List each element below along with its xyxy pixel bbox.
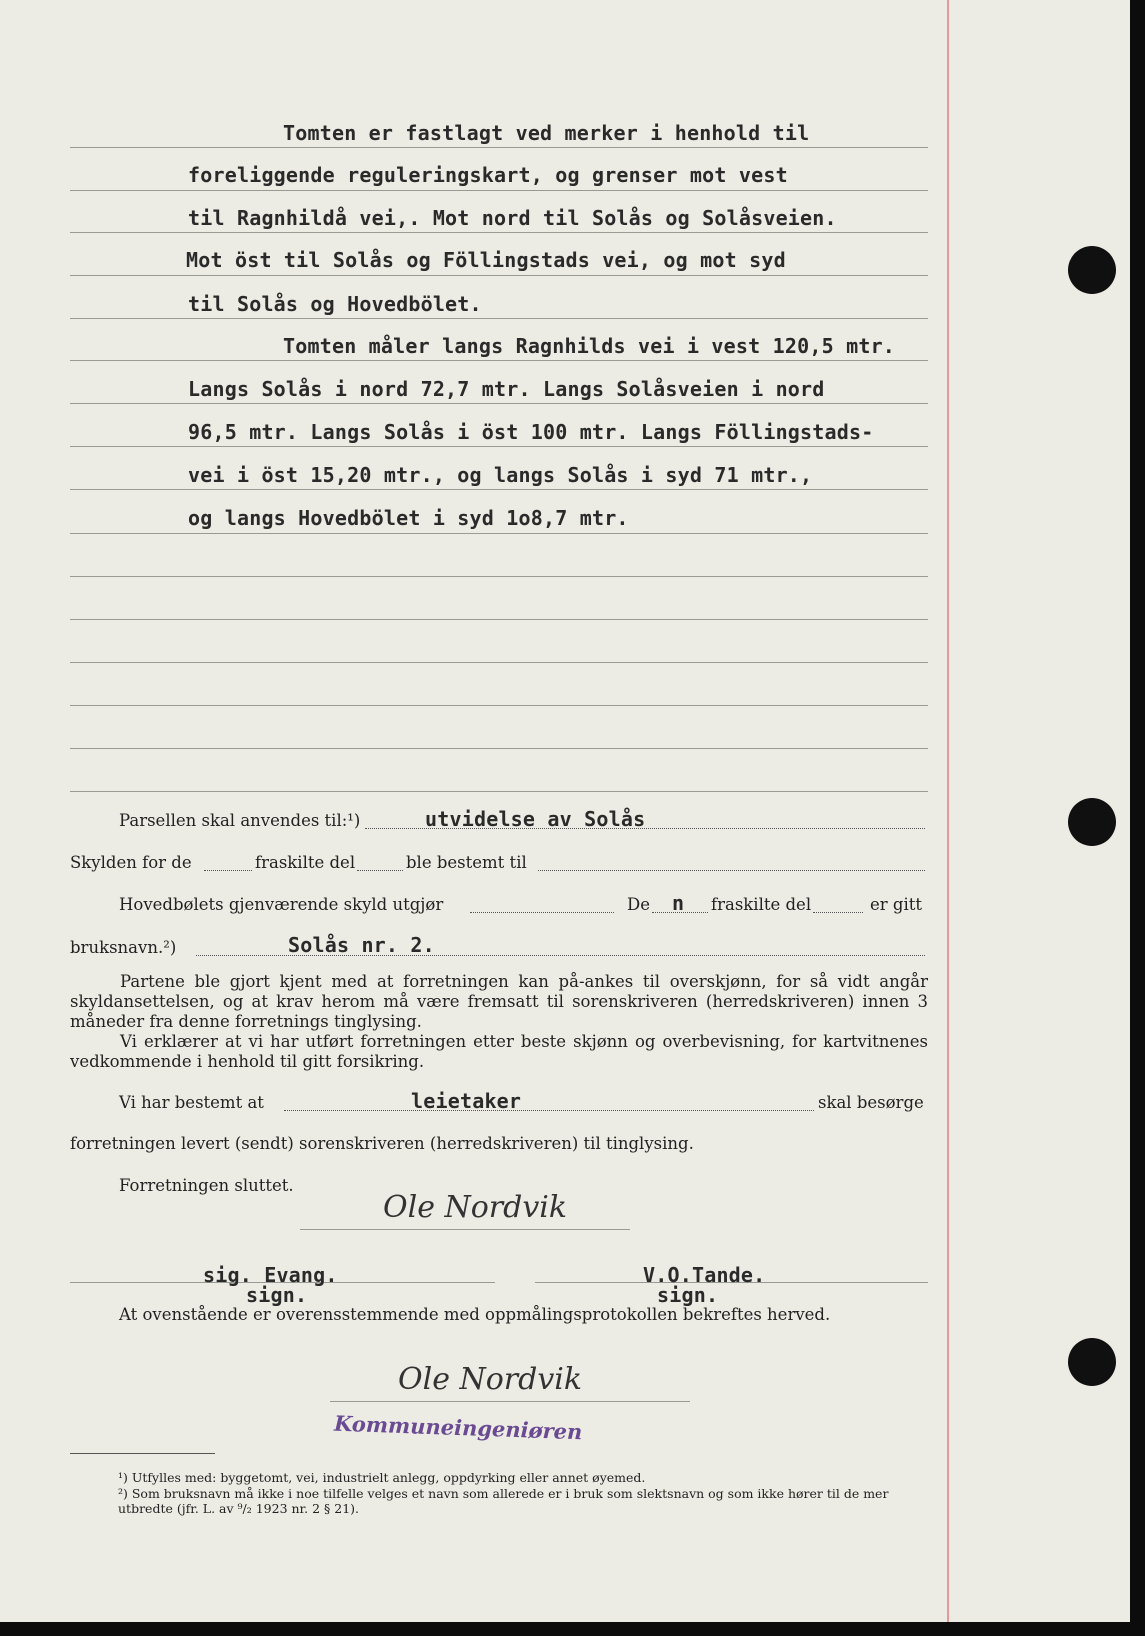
ruled-line [70, 662, 928, 663]
margin-line [947, 0, 949, 1622]
right-sign-mark: sign. [657, 1283, 719, 1307]
dotted-line [204, 870, 252, 871]
footnote-2: ²) Som bruksnavn må ikke i noe tilfelle velges et navn som allerede er i bruk som slektsnavn og som ikke hører til de mer utbredte (jfr. L. av ⁹/₂ 1923 nr. 2 § 21). [118, 1486, 889, 1516]
signature-line [330, 1401, 690, 1402]
dotted-line [470, 912, 614, 913]
ruled-line [70, 147, 928, 148]
typed-line: og langs Hovedbölet i syd 1o8,7 mtr. [188, 506, 629, 530]
ruled-line [70, 190, 928, 191]
parsellen-value: utvidelse av Solås [425, 807, 646, 831]
ruled-line [70, 360, 928, 361]
ruled-line [70, 318, 928, 319]
signature-line [300, 1229, 630, 1230]
parsellen-label: Parsellen skal anvendes til:¹) [119, 811, 361, 830]
punch-hole [1068, 246, 1116, 294]
ruled-line [70, 446, 928, 447]
typed-line: Langs Solås i nord 72,7 mtr. Langs Solåsveien i nord [188, 377, 825, 401]
dotted-line [813, 912, 863, 913]
hoved-text: er gitt [870, 895, 922, 914]
typed-line: 96,5 mtr. Langs Solås i öst 100 mtr. Langs Föllingstads- [188, 420, 874, 444]
hoved-value: n [672, 891, 685, 915]
ruled-line [70, 748, 928, 749]
bestemt-line2: forretningen levert (sendt) sorenskriveren (herredskriveren) til tinglysing. [70, 1134, 694, 1153]
typed-line: til Ragnhildå vei,. Mot nord til Solås og Solåsveien. [188, 206, 837, 230]
punch-hole [1068, 798, 1116, 846]
bestemt-value: leietaker [411, 1089, 522, 1113]
skylden-text: Skylden for de [70, 853, 192, 872]
paragraph-appeal: Partene ble gjort kjent med at forretningen kan på-ankes til overskjønn, for så vidt angår skyldansettelsen, og at krav herom må være fremsatt til sorenskriveren (herredskriveren) innen 3 måneder fra denne forretnings tinglysing. [70, 972, 928, 1031]
typed-line: til Solås og Hovedbölet. [188, 292, 482, 316]
typed-line: Tomten er fastlagt ved merker i henhold til [283, 121, 810, 145]
handwritten-signature: Ole Nordvik [398, 1362, 583, 1397]
left-sign-mark: sign. [246, 1283, 308, 1307]
hoved-text: Hovedbølets gjenværende skyld utgjør [119, 895, 444, 914]
ruled-line [70, 489, 928, 490]
bruksnavn-value: Solås nr. 2. [288, 933, 435, 957]
confirmation-text: At ovenstående er overensstemmende med oppmålingsprotokollen bekreftes herved. [119, 1305, 831, 1324]
ruled-line [70, 232, 928, 233]
footnote-divider [70, 1453, 215, 1454]
dotted-line [538, 870, 925, 871]
ruled-line [70, 791, 928, 792]
bestemt-suffix: skal besørge [818, 1093, 924, 1112]
hoved-text: fraskilte del [711, 895, 812, 914]
ruled-line [70, 576, 928, 577]
typed-line: Mot öst til Solås og Föllingstads vei, og mot syd [186, 248, 786, 272]
typed-line: vei i öst 15,20 mtr., og langs Solås i syd 71 mtr., [188, 463, 813, 487]
skylden-text: ble bestemt til [406, 853, 527, 872]
bruksnavn-label: bruksnavn.²) [70, 938, 177, 957]
ruled-line [70, 619, 928, 620]
bestemt-label: Vi har bestemt at [119, 1093, 264, 1112]
closing-text: Forretningen sluttet. [119, 1176, 294, 1195]
official-stamp: Kommuneingeniøren [333, 1410, 583, 1445]
right-typed-signature: V.O.Tande. [643, 1263, 766, 1287]
hoved-text: De [627, 895, 650, 914]
handwritten-signature: Ole Nordvik [383, 1190, 568, 1225]
typed-line: foreliggende reguleringskart, og grenser mot vest [188, 163, 788, 187]
ruled-line [70, 403, 928, 404]
ruled-line [70, 705, 928, 706]
dotted-line [284, 1110, 814, 1111]
skylden-text: fraskilte del [255, 853, 356, 872]
typed-line: Tomten måler langs Ragnhilds vei i vest 120,5 mtr. [283, 334, 896, 358]
left-typed-signature: sig. Evang. [203, 1263, 338, 1287]
ruled-line [70, 533, 928, 534]
footnote-1: ¹) Utfylles med: byggetomt, vei, industrielt anlegg, oppdyrking eller annet øyemed. [118, 1470, 646, 1485]
paragraph-declaration: Vi erklærer at vi har utført forretningen etter beste skjønn og overbevisning, for kartvitnenes vedkommende i henhold til gitt forsikring. [70, 1032, 928, 1071]
punch-hole [1068, 1338, 1116, 1386]
dotted-line [357, 870, 403, 871]
ruled-line [70, 275, 928, 276]
